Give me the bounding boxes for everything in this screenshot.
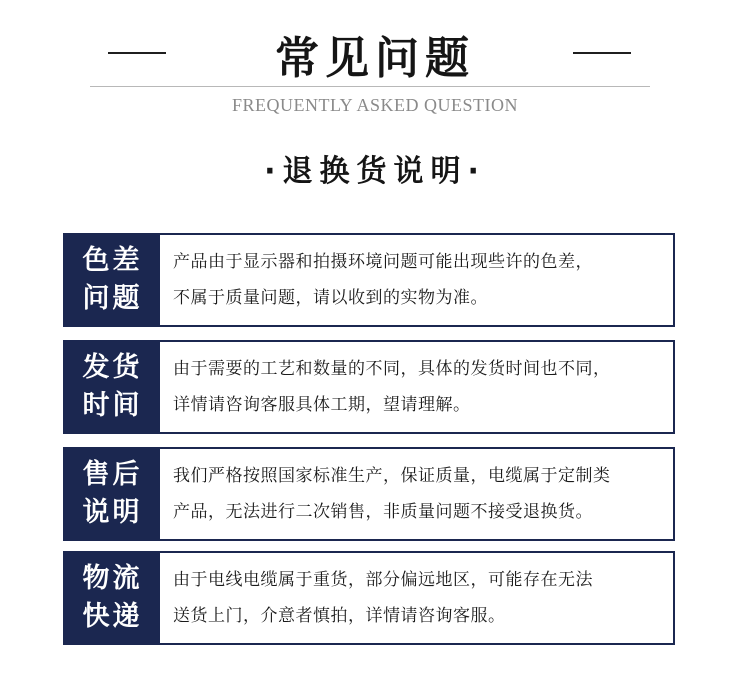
faq-text-line: 送货上门，介意者慎拍，详情请咨询客服。 [173, 606, 506, 626]
faq-tag [65, 342, 160, 432]
faq-tag-line: 说明 [82, 497, 143, 528]
faq-tag [65, 553, 160, 643]
faq-tag-line: 时间 [82, 390, 143, 421]
faq-tag [65, 235, 160, 325]
section-title: ·退换货说明· [264, 154, 486, 189]
faq-body [173, 235, 663, 325]
faq-text-line: 产品，无法进行二次销售，非质量问题不接受退换货。 [173, 502, 593, 522]
faq-text-line: 我们严格按照国家标准生产，保证质量，电缆属于定制类 [173, 466, 611, 486]
faq-card-shipping-time [63, 340, 675, 434]
faq-tag [65, 449, 160, 539]
header-divider [90, 86, 650, 87]
page-subtitle: FREQUENTLY ASKED QUESTION [231, 95, 519, 115]
faq-text-line: 产品由于显示器和拍摄环境问题可能出现些许的色差， [173, 252, 593, 272]
faq-body [173, 342, 663, 432]
page-title: 常见问题 [275, 33, 475, 84]
faq-text-line: 不属于质量问题，请以收到的实物为准。 [173, 288, 488, 308]
faq-tag-line: 发货 [82, 352, 143, 383]
faq-tag-line: 问题 [82, 283, 143, 314]
faq-body [173, 553, 663, 643]
faq-tag-line: 快递 [82, 601, 143, 632]
faq-card-logistics [63, 551, 675, 645]
faq-text-line: 由于需要的工艺和数量的不同，具体的发货时间也不同， [173, 359, 611, 379]
faq-tag-line: 色差 [82, 245, 143, 276]
faq-body [173, 449, 663, 539]
faq-tag-line: 物流 [82, 563, 143, 594]
faq-text-line: 由于电线电缆属于重货，部分偏远地区，可能存在无法 [173, 570, 593, 590]
faq-tag-line: 售后 [82, 459, 143, 490]
faq-card-after-sales [63, 447, 675, 541]
faq-text-line: 详情请咨询客服具体工期，望请理解。 [173, 395, 471, 415]
faq-card-color-difference [63, 233, 675, 327]
